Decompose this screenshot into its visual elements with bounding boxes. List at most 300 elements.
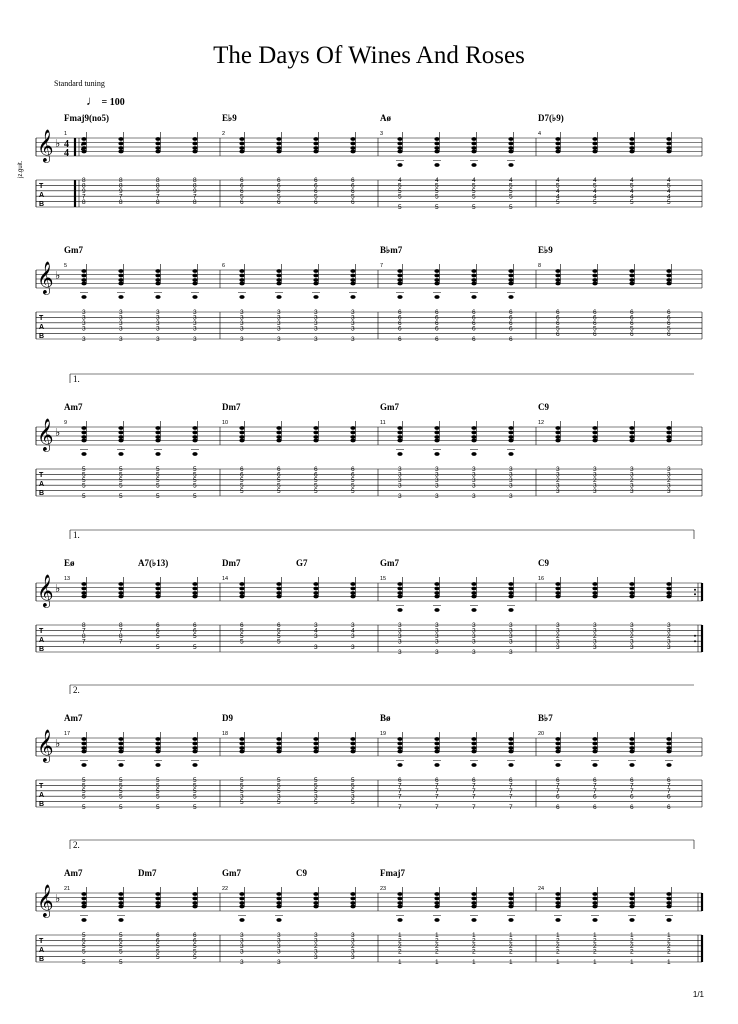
notehead	[350, 591, 355, 595]
tab-fret-number: 5	[240, 788, 244, 795]
tab-fret-number: 3	[556, 466, 560, 474]
tab-fret-number: 6	[630, 330, 634, 338]
notehead	[508, 426, 513, 430]
notehead	[434, 269, 439, 273]
notehead	[118, 737, 123, 741]
tab-fret-number: 3	[156, 325, 160, 333]
tab-fret-number: 3	[593, 471, 597, 479]
tab-fret-number: 3	[435, 638, 439, 646]
notehead	[192, 439, 197, 443]
tab-fret-number: 5	[156, 943, 160, 950]
tab-fret-number: 8	[156, 182, 160, 190]
tab-letter: T	[39, 315, 44, 322]
tab-fret-number: 8	[82, 198, 86, 206]
notehead	[592, 426, 597, 430]
key-signature-flat: ♭	[55, 137, 61, 150]
tab-letter: A	[39, 792, 45, 799]
notehead	[629, 426, 634, 430]
notehead	[397, 591, 402, 595]
tab-fret-number: 3	[472, 622, 476, 630]
notehead	[350, 439, 355, 443]
notehead	[508, 431, 513, 435]
tab-fret-number: 5	[82, 782, 86, 790]
notehead-low	[592, 918, 597, 922]
tab-fret-number: 5	[82, 471, 86, 479]
notehead	[666, 146, 671, 150]
tab-fret-number: 4	[667, 188, 671, 195]
tab-fret-number: 5	[119, 477, 123, 484]
notehead	[397, 431, 402, 435]
notehead	[81, 591, 86, 595]
notehead	[350, 905, 355, 909]
notehead	[118, 282, 123, 286]
tab-fret-number: 3	[351, 932, 355, 940]
notehead	[192, 750, 197, 754]
notehead	[555, 742, 560, 746]
notehead	[276, 142, 281, 146]
tab-fret-number: 6	[472, 325, 476, 333]
notehead	[81, 426, 86, 430]
tab-fret-number: 8	[82, 177, 86, 185]
notehead	[81, 892, 86, 896]
notehead	[192, 587, 197, 591]
notehead	[81, 435, 86, 439]
tab-fret-number: 6	[398, 325, 402, 333]
tab-fret-number: 5	[156, 804, 160, 812]
tab-fret-number: 3	[398, 633, 402, 640]
tab-fret-number: 3	[351, 948, 355, 956]
notehead-low	[434, 452, 439, 456]
notehead	[397, 587, 402, 591]
notehead	[666, 431, 671, 435]
notehead	[81, 587, 86, 591]
tab-fret-number: 6	[593, 309, 597, 317]
tab-fret-number: 3	[472, 471, 476, 479]
tab-fret-number: 6	[593, 320, 597, 327]
notehead	[397, 142, 402, 146]
notehead	[313, 737, 318, 741]
notehead	[629, 737, 634, 741]
notehead	[508, 737, 513, 741]
notehead	[629, 439, 634, 443]
tab-fret-number: 5	[193, 948, 197, 956]
notehead	[508, 269, 513, 273]
tab-fret-number: 5	[119, 471, 123, 479]
tab-fret-number: 6	[435, 777, 439, 785]
tab-fret-number: 7	[593, 782, 597, 790]
tab-fret-number: 1	[435, 932, 439, 940]
notehead	[276, 591, 281, 595]
tab-fret-number: 3	[435, 627, 439, 635]
chord-symbol: Dm7	[222, 402, 241, 412]
notehead-low	[508, 763, 513, 767]
tab-fret-number: 3	[240, 320, 244, 327]
tab-fret-number: 3	[435, 493, 439, 501]
notehead	[350, 435, 355, 439]
notehead-low	[666, 763, 671, 767]
notehead	[592, 431, 597, 435]
notehead	[555, 146, 560, 150]
tab-fret-number: 6	[509, 309, 513, 317]
tab-fret-number: 5	[119, 493, 123, 501]
notehead	[313, 269, 318, 273]
notehead	[555, 737, 560, 741]
tab-fret-number: 3	[314, 309, 318, 317]
tab-fret-number: 3	[398, 627, 402, 635]
notehead	[629, 742, 634, 746]
notehead	[434, 595, 439, 599]
notehead	[81, 750, 86, 754]
notehead	[434, 137, 439, 141]
tab-fret-number: 3	[119, 336, 123, 344]
tab-fret-number: 5	[277, 482, 281, 490]
tab-letter: T	[39, 472, 44, 479]
tab-fret-number: 5	[119, 777, 123, 785]
tab-fret-number: 3	[193, 309, 197, 317]
notehead	[81, 582, 86, 586]
chord-symbol: E♭9	[538, 245, 553, 255]
notehead	[239, 750, 244, 754]
notehead	[471, 746, 476, 750]
notehead	[666, 269, 671, 273]
notehead	[350, 278, 355, 282]
tab-fret-number: 3	[667, 471, 671, 479]
tab-fret-number: 4	[630, 177, 634, 185]
tab-fret-number: 4	[314, 627, 318, 635]
notehead	[118, 595, 123, 599]
notehead	[471, 582, 476, 586]
notehead	[508, 150, 513, 154]
tab-fret-number: 3	[435, 482, 439, 490]
tab-fret-number: 5	[240, 798, 244, 806]
tab-fret-number: 3	[314, 633, 318, 640]
notehead	[471, 274, 476, 278]
notehead-low	[397, 918, 402, 922]
tab-fret-number: 2	[593, 477, 597, 484]
tab-fret-number: 1	[398, 959, 402, 967]
tab-fret-number: 3	[593, 638, 597, 646]
tab-fret-number: 7	[82, 193, 86, 201]
tab-fret-number: 6	[667, 793, 671, 801]
tab-fret-number: 3	[193, 320, 197, 327]
notehead	[397, 905, 402, 909]
chord-symbol: Gm7	[380, 558, 399, 568]
notehead	[313, 742, 318, 746]
tab-fret-number: 6	[435, 325, 439, 333]
tab-fret-number: 5	[240, 487, 244, 495]
notehead	[555, 897, 560, 901]
tab-fret-number: 6	[630, 793, 634, 801]
tab-fret-number: 6	[630, 309, 634, 317]
notehead	[592, 750, 597, 754]
tab-fret-number: 3	[509, 471, 513, 479]
tab-fret-number: 5	[156, 793, 160, 801]
tab-fret-number: 6	[472, 314, 476, 322]
notehead	[313, 274, 318, 278]
notehead	[276, 746, 281, 750]
tab-fret-number: 3	[556, 487, 560, 495]
tab-fret-number: 7	[472, 782, 476, 790]
notehead	[555, 595, 560, 599]
tab-fret-number: 5	[156, 953, 160, 961]
tab-fret-number: 7	[398, 782, 402, 790]
tab-fret-number: 5	[509, 193, 513, 201]
tab-fret-number: 3	[277, 937, 281, 945]
tab-fret-number: 3	[277, 932, 281, 940]
tab-fret-number: 6	[556, 309, 560, 317]
tab-fret-number: 5	[398, 204, 402, 212]
notehead	[118, 901, 123, 905]
tab-fret-number: 3	[277, 943, 281, 950]
tab-fret-number: 3	[472, 466, 476, 474]
tab-fret-number: 5	[82, 466, 86, 474]
tab-fret-number: 3	[593, 466, 597, 474]
notehead-low	[555, 918, 560, 922]
chord-symbol: A7(♭13)	[138, 558, 169, 568]
key-signature-flat: ♭	[55, 269, 61, 282]
tab-fret-number: 7	[630, 782, 634, 790]
tab-fret-number: 3	[472, 633, 476, 640]
tab-fret-number: 3	[630, 643, 634, 651]
tab-fret-number: 6	[472, 777, 476, 785]
notehead	[81, 737, 86, 741]
chord-symbol: Eø	[64, 558, 75, 568]
tab-fret-number: 3	[277, 948, 281, 956]
notehead	[629, 278, 634, 282]
notehead	[81, 269, 86, 273]
tab-fret-number: 5	[435, 204, 439, 212]
notehead	[508, 137, 513, 141]
notehead	[508, 901, 513, 905]
tab-fret-number: 6	[314, 188, 318, 195]
notehead	[81, 142, 86, 146]
notehead	[592, 142, 597, 146]
tab-fret-number: 3	[509, 627, 513, 635]
tab-fret-number: 1	[556, 959, 560, 967]
tab-fret-number: 2	[472, 943, 476, 950]
notehead	[555, 901, 560, 905]
notehead	[397, 742, 402, 746]
tab-fret-number: 6	[435, 320, 439, 327]
notehead	[629, 897, 634, 901]
tab-fret-number: 7	[435, 804, 439, 812]
tab-fret-number: 5	[314, 788, 318, 795]
tab-fret-number: 3	[509, 622, 513, 630]
notehead	[592, 897, 597, 901]
notehead-low	[397, 608, 402, 612]
tab-fret-number: 5	[193, 477, 197, 484]
notehead	[155, 595, 160, 599]
tab-fret-number: 5	[119, 782, 123, 790]
tab-fret-number: 5	[314, 798, 318, 806]
tab-fret-number: 5	[398, 193, 402, 201]
tab-fret-number: 6	[314, 466, 318, 474]
tab-fret-number: 3	[630, 487, 634, 495]
measure-number: 2	[222, 131, 226, 137]
notehead	[118, 142, 123, 146]
tab-fret-number: 3	[82, 309, 86, 317]
notehead	[239, 274, 244, 278]
notehead	[276, 892, 281, 896]
tab-fret-number: 7	[156, 193, 160, 201]
tab-fret-number: 3	[119, 314, 123, 322]
notehead	[350, 150, 355, 154]
tab-fret-number: 8	[156, 198, 160, 206]
tab-fret-number: 2	[593, 937, 597, 945]
tab-fret-number: 5	[82, 788, 86, 795]
notehead	[276, 137, 281, 141]
tab-fret-number: 8	[82, 182, 86, 190]
tab-fret-number: 5	[472, 193, 476, 201]
tab-fret-number: 5	[119, 932, 123, 940]
tab-fret-number: 6	[630, 314, 634, 322]
notehead	[155, 905, 160, 909]
tab-fret-number: 5	[193, 943, 197, 950]
notehead-low	[81, 763, 86, 767]
notehead	[592, 901, 597, 905]
notehead	[629, 146, 634, 150]
tab-fret-number: 3	[240, 959, 244, 967]
tab-fret-number: 3	[351, 336, 355, 344]
notehead	[118, 269, 123, 273]
notehead-low	[276, 918, 281, 922]
notehead	[508, 746, 513, 750]
notehead	[508, 595, 513, 599]
tab-fret-number: 3	[630, 622, 634, 630]
key-signature-flat: ♭	[55, 892, 61, 905]
notehead	[313, 137, 318, 141]
tab-fret-number: 5	[509, 182, 513, 190]
tab-fret-number: 3	[509, 633, 513, 640]
tab-fret-number: 6	[277, 466, 281, 474]
notehead	[555, 750, 560, 754]
notehead	[313, 439, 318, 443]
tab-fret-number: 7	[556, 788, 560, 795]
notehead	[313, 282, 318, 286]
tab-fret-number: 5	[193, 777, 197, 785]
chord-symbol: Fmaj9(no5)	[64, 113, 109, 123]
notehead	[155, 746, 160, 750]
tab-fret-number: 2	[556, 937, 560, 945]
tab-letter: B	[39, 333, 45, 340]
time-signature-top: 4	[64, 139, 69, 150]
tab-fret-number: 6	[156, 937, 160, 945]
tab-fret-number: 6	[240, 471, 244, 479]
tab-fret-number: 6	[593, 314, 597, 322]
notehead	[192, 742, 197, 746]
tab-fret-number: 4	[556, 188, 560, 195]
notehead	[350, 582, 355, 586]
tab-fret-number: 3	[509, 477, 513, 484]
notehead	[592, 150, 597, 154]
notehead	[276, 431, 281, 435]
tab-fret-number: 3	[435, 477, 439, 484]
tab-fret-number: 5	[193, 953, 197, 961]
notehead	[471, 439, 476, 443]
notehead	[118, 278, 123, 282]
tab-fret-number: 3	[435, 649, 439, 657]
tab-fret-number: 6	[556, 314, 560, 322]
tab-fret-number: 2	[509, 937, 513, 945]
notehead	[471, 737, 476, 741]
tab-letter: B	[39, 490, 45, 497]
tab-fret-number: 3	[435, 466, 439, 474]
tab-fret-number: 2	[556, 943, 560, 950]
tab-fret-number: 6	[472, 336, 476, 344]
notehead	[276, 274, 281, 278]
tab-fret-number: 3	[193, 325, 197, 333]
notehead	[434, 439, 439, 443]
tab-fret-number: 1	[509, 932, 513, 940]
tab-letter: A	[39, 324, 45, 331]
notehead	[434, 146, 439, 150]
notehead	[155, 150, 160, 154]
notehead-low	[397, 295, 402, 299]
tab-fret-number: 4	[509, 177, 513, 185]
tab-fret-number: 3	[593, 487, 597, 495]
notehead-low	[471, 295, 476, 299]
tab-fret-number: 5	[277, 788, 281, 795]
tab-fret-number: 5	[156, 471, 160, 479]
tab-fret-number: 5	[435, 182, 439, 190]
tab-fret-number: 2	[593, 633, 597, 640]
tab-fret-number: 3	[119, 320, 123, 327]
tab-fret-number: 5	[630, 198, 634, 206]
tab-fret-number: 3	[351, 953, 355, 961]
notehead	[276, 750, 281, 754]
tab-fret-number: 3	[593, 482, 597, 490]
notehead	[555, 269, 560, 273]
notehead	[629, 435, 634, 439]
notehead	[350, 146, 355, 150]
tab-fret-number: 3	[556, 643, 560, 651]
notehead	[592, 742, 597, 746]
tab-fret-number: 5	[119, 482, 123, 490]
notehead	[397, 426, 402, 430]
notehead-low	[555, 763, 560, 767]
treble-clef-icon: 𝄞	[37, 729, 54, 762]
tab-fret-number: 3	[556, 471, 560, 479]
notehead	[592, 746, 597, 750]
chord-symbol: Gm7	[380, 402, 399, 412]
notehead	[276, 146, 281, 150]
tab-fret-number: 7	[509, 782, 513, 790]
tab-fret-number: 5	[82, 932, 86, 940]
notehead	[350, 142, 355, 146]
tab-fret-number: 6	[156, 622, 160, 630]
notehead	[192, 137, 197, 141]
tab-fret-number: 6	[240, 466, 244, 474]
tab-fret-number: 7	[472, 804, 476, 812]
tab-fret-number: 3	[667, 622, 671, 630]
tab-fret-number: 8	[82, 622, 86, 630]
notehead	[592, 595, 597, 599]
tab-fret-number: 5	[119, 959, 123, 967]
chord-symbol: Dm7	[222, 558, 241, 568]
treble-clef-icon: 𝄞	[37, 261, 54, 294]
notehead	[434, 435, 439, 439]
notehead	[592, 439, 597, 443]
treble-clef-icon: 𝄞	[37, 884, 54, 917]
notehead	[276, 282, 281, 286]
notehead	[350, 746, 355, 750]
notehead	[239, 137, 244, 141]
notehead	[508, 892, 513, 896]
notehead	[397, 595, 402, 599]
notehead	[81, 905, 86, 909]
notehead	[239, 278, 244, 282]
tab-fret-number: 5	[667, 198, 671, 206]
